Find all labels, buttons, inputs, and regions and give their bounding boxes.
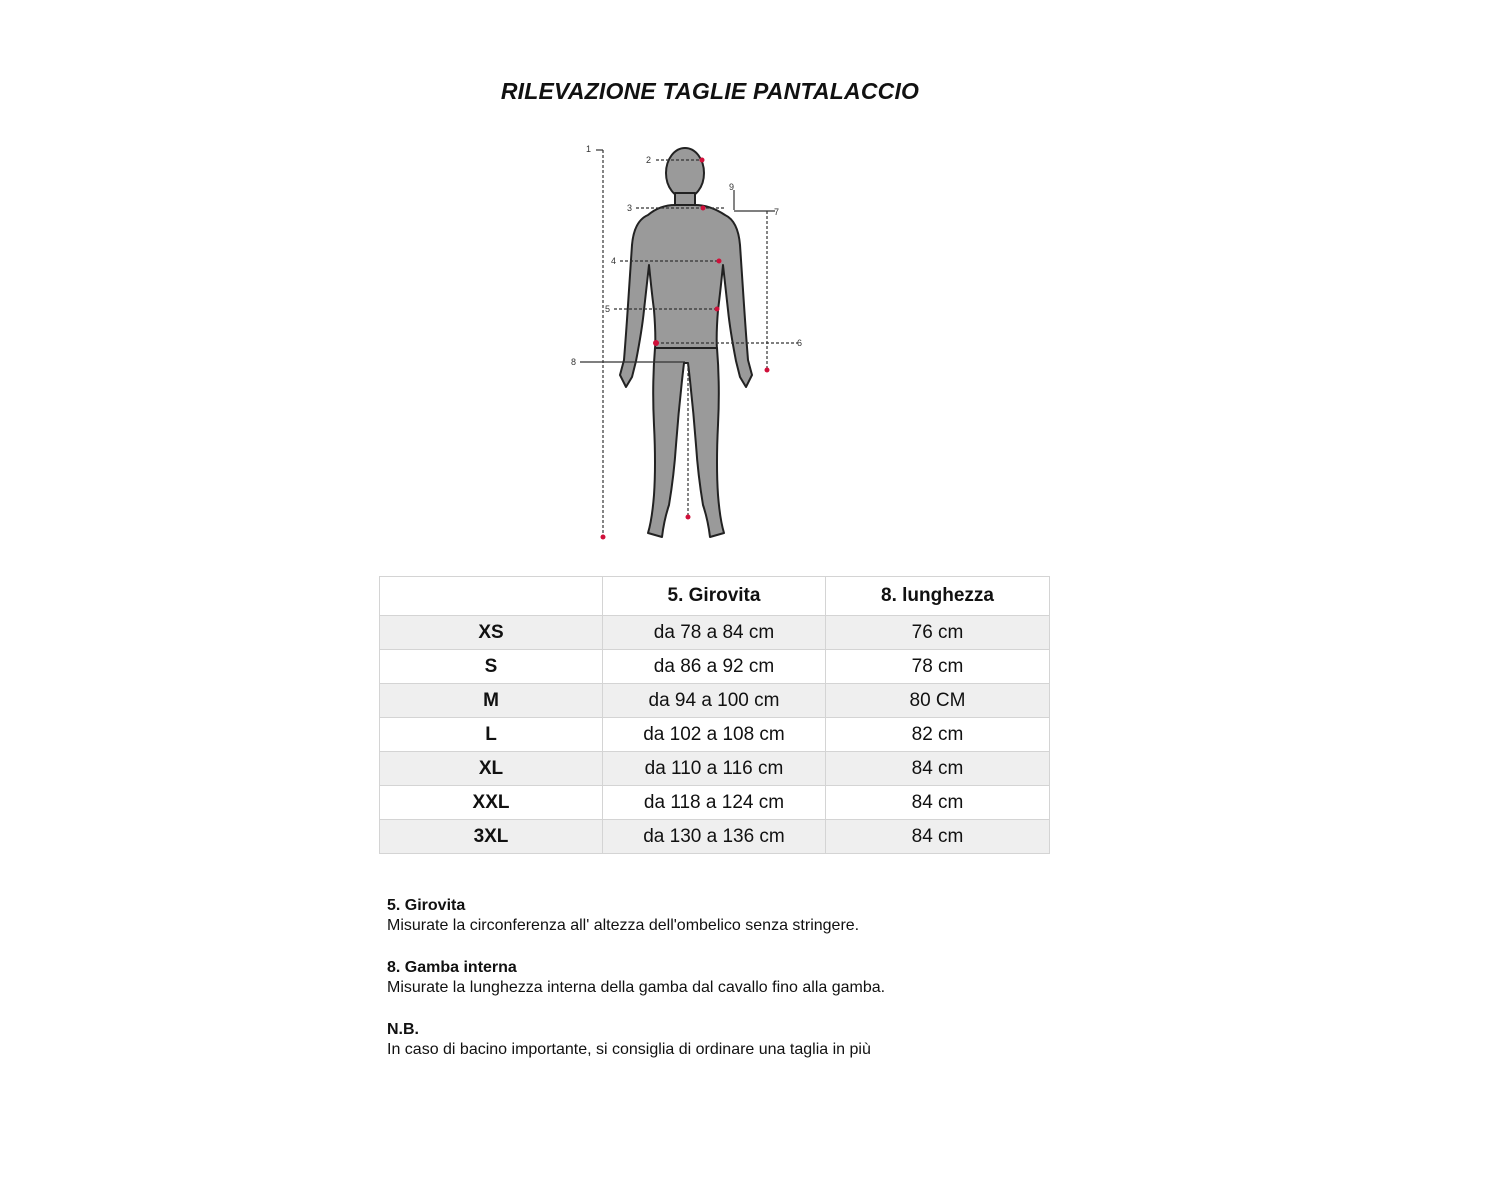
girovita-cell: da 78 a 84 cm xyxy=(603,616,826,650)
girovita-cell: da 130 a 136 cm xyxy=(603,820,826,854)
lunghezza-cell: 84 cm xyxy=(826,752,1050,786)
marker-4: 4 xyxy=(611,256,617,266)
lunghezza-cell: 84 cm xyxy=(826,786,1050,820)
note-title: 5. Girovita xyxy=(387,897,466,914)
size-cell: XL xyxy=(380,752,603,786)
marker-1: 1 xyxy=(586,144,592,154)
marker-9: 9 xyxy=(729,182,735,192)
table-row xyxy=(380,650,1050,684)
note-girovita xyxy=(387,896,1087,936)
girovita-cell: da 94 a 100 cm xyxy=(603,684,826,718)
girovita-cell: da 118 a 124 cm xyxy=(603,786,826,820)
marker-8: 8 xyxy=(571,357,577,367)
size-cell: XS xyxy=(380,616,603,650)
header-girovita: 5. Girovita xyxy=(603,577,826,616)
note-text: In caso di bacino importante, si consiglia di ordinare una taglia in più xyxy=(387,1041,871,1058)
size-cell: S xyxy=(380,650,603,684)
note-text: Misurate la circonferenza all' altezza dell'ombelico senza stringere. xyxy=(387,917,860,934)
table-row xyxy=(380,752,1050,786)
lunghezza-cell: 76 cm xyxy=(826,616,1050,650)
note-title: N.B. xyxy=(387,1021,419,1038)
body-measurement-figure xyxy=(560,135,820,555)
marker-5: 5 xyxy=(605,304,611,314)
marker-2: 2 xyxy=(646,155,652,165)
table-row xyxy=(380,786,1050,820)
table-row xyxy=(380,616,1050,650)
note-nb xyxy=(387,1020,1087,1060)
note-title: 8. Gamba interna xyxy=(387,959,517,976)
note-gamba-interna xyxy=(387,958,1087,998)
size-cell: M xyxy=(380,684,603,718)
lunghezza-cell: 84 cm xyxy=(826,820,1050,854)
table-row xyxy=(380,684,1050,718)
header-lunghezza: 8. lunghezza xyxy=(826,577,1050,616)
lunghezza-cell: 80 CM xyxy=(826,684,1050,718)
measurement-notes xyxy=(387,896,1087,1082)
size-chart-table xyxy=(379,576,1050,854)
girovita-cell: da 102 a 108 cm xyxy=(603,718,826,752)
marker-3: 3 xyxy=(627,203,633,213)
measurement-lines xyxy=(580,150,798,537)
table-header-row xyxy=(380,577,1050,616)
lunghezza-cell: 78 cm xyxy=(826,650,1050,684)
page-title: RILEVAZIONE TAGLIE PANTALACCIO xyxy=(500,78,920,104)
marker-6: 6 xyxy=(797,338,803,348)
lunghezza-cell: 82 cm xyxy=(826,718,1050,752)
human-figure-diagram xyxy=(560,135,820,555)
table-row xyxy=(380,820,1050,854)
size-cell: L xyxy=(380,718,603,752)
table-row xyxy=(380,718,1050,752)
size-cell: 3XL xyxy=(380,820,603,854)
girovita-cell: da 110 a 116 cm xyxy=(603,752,826,786)
size-cell: XXL xyxy=(380,786,603,820)
note-text: Misurate la lunghezza interna della gamba dal cavallo fino alla gamba. xyxy=(387,979,886,996)
header-size xyxy=(380,577,603,616)
marker-7: 7 xyxy=(774,207,780,217)
girovita-cell: da 86 a 92 cm xyxy=(603,650,826,684)
